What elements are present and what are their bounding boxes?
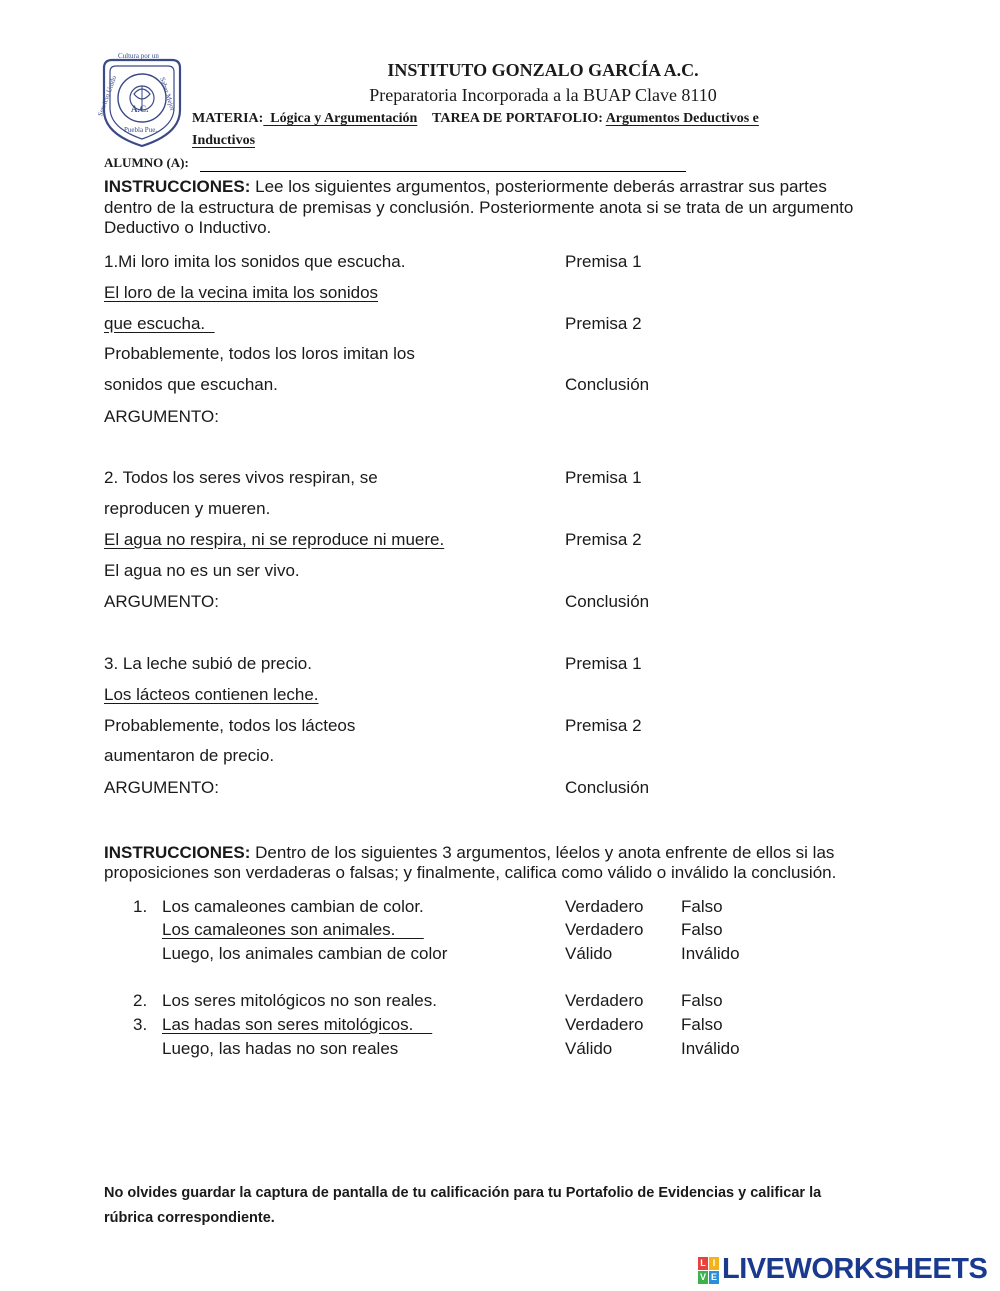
arg1-line1[interactable]: 1.Mi loro imita los sonidos que escucha. <box>104 252 406 271</box>
arg3-premisa-2[interactable]: Premisa 2 <box>565 716 642 735</box>
arg3-line2[interactable]: Los lácteos contienen leche. <box>104 685 319 704</box>
arg2-premisa-1[interactable]: Premisa 1 <box>565 468 642 487</box>
materia-label: MATERIA: <box>192 111 264 126</box>
logo-letter: E <box>710 1272 717 1282</box>
row-option-b[interactable]: Inválido <box>681 1039 740 1058</box>
instructions-2-line2: proposiciones son verdaderas o falsas; y finalmente, califica como válido o inválido la conclusión. <box>104 863 837 882</box>
row-text: Los camaleones son animales. <box>162 920 424 939</box>
logo-letter: I <box>709 1257 719 1270</box>
arg1-line3[interactable]: que escucha. <box>104 314 215 333</box>
tarea-label: TAREA DE PORTAFOLIO: <box>432 111 603 126</box>
instructions-1-line2: dentro de la estructura de premisas y conclusión. Posteriormente anota si se trata de un argumento <box>104 198 854 217</box>
instructions-1-line3: Deductivo o Inductivo. <box>104 218 272 237</box>
seal-motto-left: Servicio Unido <box>96 74 119 118</box>
row-num: 3. <box>133 1015 148 1034</box>
alumno-label: ALUMNO (A): <box>104 155 189 170</box>
seal-footer: Puebla Pue. <box>124 126 158 134</box>
row-option-b[interactable]: Falso <box>681 920 723 939</box>
row-text: Luego, los animales cambian de color <box>162 944 448 963</box>
row-option-b[interactable]: Inválido <box>681 944 740 963</box>
row-text: Los camaleones cambian de color. <box>162 897 424 916</box>
arg3-line4[interactable]: aumentaron de precio. <box>104 746 275 765</box>
materia-line <box>192 111 759 127</box>
instructions-2-label: INSTRUCCIONES: <box>104 843 251 862</box>
seal-motto-right: Saber Mejor <box>158 76 177 112</box>
arg1-line4[interactable]: Probablemente, todos los loros imitan los <box>104 344 415 363</box>
arg1-conclusion[interactable]: Conclusión <box>565 375 650 394</box>
arg3-conclusion[interactable]: Conclusión <box>565 778 650 797</box>
arg1-argumento-label: ARGUMENTO: <box>104 407 219 426</box>
arg1-line2[interactable]: El loro de la vecina imita los sonidos <box>104 283 379 302</box>
tarea-value: Argumentos Deductivos e <box>605 111 759 126</box>
row-num: 1. <box>133 897 148 916</box>
instructions-1-label: INSTRUCCIONES: <box>104 177 251 196</box>
row-option-b[interactable]: Falso <box>681 991 723 1010</box>
arg1-premisa-2[interactable]: Premisa 2 <box>565 314 642 333</box>
logo-letter: V <box>699 1272 706 1282</box>
arg2-line2[interactable]: reproducen y mueren. <box>104 499 271 518</box>
arg3-line1[interactable]: 3. La leche subió de precio. <box>104 654 312 673</box>
row-option-b[interactable]: Falso <box>681 897 723 916</box>
tarea-value-continued: Inductivos <box>192 133 256 148</box>
instructions-1-line1: INSTRUCCIONES: Lee los siguientes argumentos, posteriormente deberás arrastrar sus partes <box>104 177 827 196</box>
row-num: 2. <box>133 991 148 1010</box>
row-option-b[interactable]: Falso <box>681 1015 723 1034</box>
row-option-a[interactable]: Verdadero <box>565 991 644 1010</box>
row-text: Las hadas son seres mitológicos. <box>162 1015 433 1034</box>
row-option-a[interactable]: Verdadero <box>565 1015 644 1034</box>
row-option-a[interactable]: Verdadero <box>565 897 644 916</box>
arg3-argumento-label: ARGUMENTO: <box>104 778 219 797</box>
materia-value: Lógica y Argumentación <box>263 111 418 126</box>
row-option-a[interactable]: Válido <box>565 1039 613 1058</box>
seal-ac: A.C. <box>131 104 149 114</box>
arg3-premisa-1[interactable]: Premisa 1 <box>565 654 642 673</box>
footer-note-line2: rúbrica correspondiente. <box>104 1210 275 1226</box>
row-text: Luego, las hadas no son reales <box>162 1039 399 1058</box>
instructions-2-line1: INSTRUCCIONES: Dentro de los siguientes 3 argumentos, léelos y anota enfrente de ellos si las <box>104 843 835 862</box>
arg3-line3[interactable]: Probablemente, todos los lácteos <box>104 716 356 735</box>
institute-name: INSTITUTO GONZALO GARCÍA A.C. <box>387 60 699 80</box>
seal-motto-top: Cultura por un <box>118 52 159 60</box>
logo-letter: L <box>698 1257 708 1270</box>
row-option-a[interactable]: Verdadero <box>565 920 644 939</box>
arg2-line4[interactable]: El agua no es un ser vivo. <box>104 561 300 580</box>
row-text: Los seres mitológicos no son reales. <box>162 991 437 1010</box>
liveworksheets-wordmark: LIVEWORKSHEETS <box>722 1253 988 1285</box>
arg2-conclusion[interactable]: Conclusión <box>565 592 650 611</box>
row-option-a[interactable]: Válido <box>565 944 613 963</box>
footer-note-line1: No olvides guardar la captura de pantalla de tu calificación para tu Portafolio de Evidencias y calificar la <box>104 1185 822 1201</box>
alumno-name-line[interactable] <box>200 171 686 172</box>
arg1-line5[interactable]: sonidos que escuchan. <box>104 375 278 394</box>
institute-subtitle: Preparatoria Incorporada a la BUAP Clave 8110 <box>369 85 717 105</box>
arg2-line3[interactable]: El agua no respira, ni se reproduce ni muere. <box>104 530 445 549</box>
liveworksheets-logo <box>698 1257 720 1285</box>
arg1-premisa-1[interactable]: Premisa 1 <box>565 252 642 271</box>
arg2-argumento-label: ARGUMENTO: <box>104 592 219 611</box>
arg2-premisa-2[interactable]: Premisa 2 <box>565 530 642 549</box>
arg2-line1-text[interactable]: 2. Todos los seres vivos respiran, se <box>104 468 378 487</box>
